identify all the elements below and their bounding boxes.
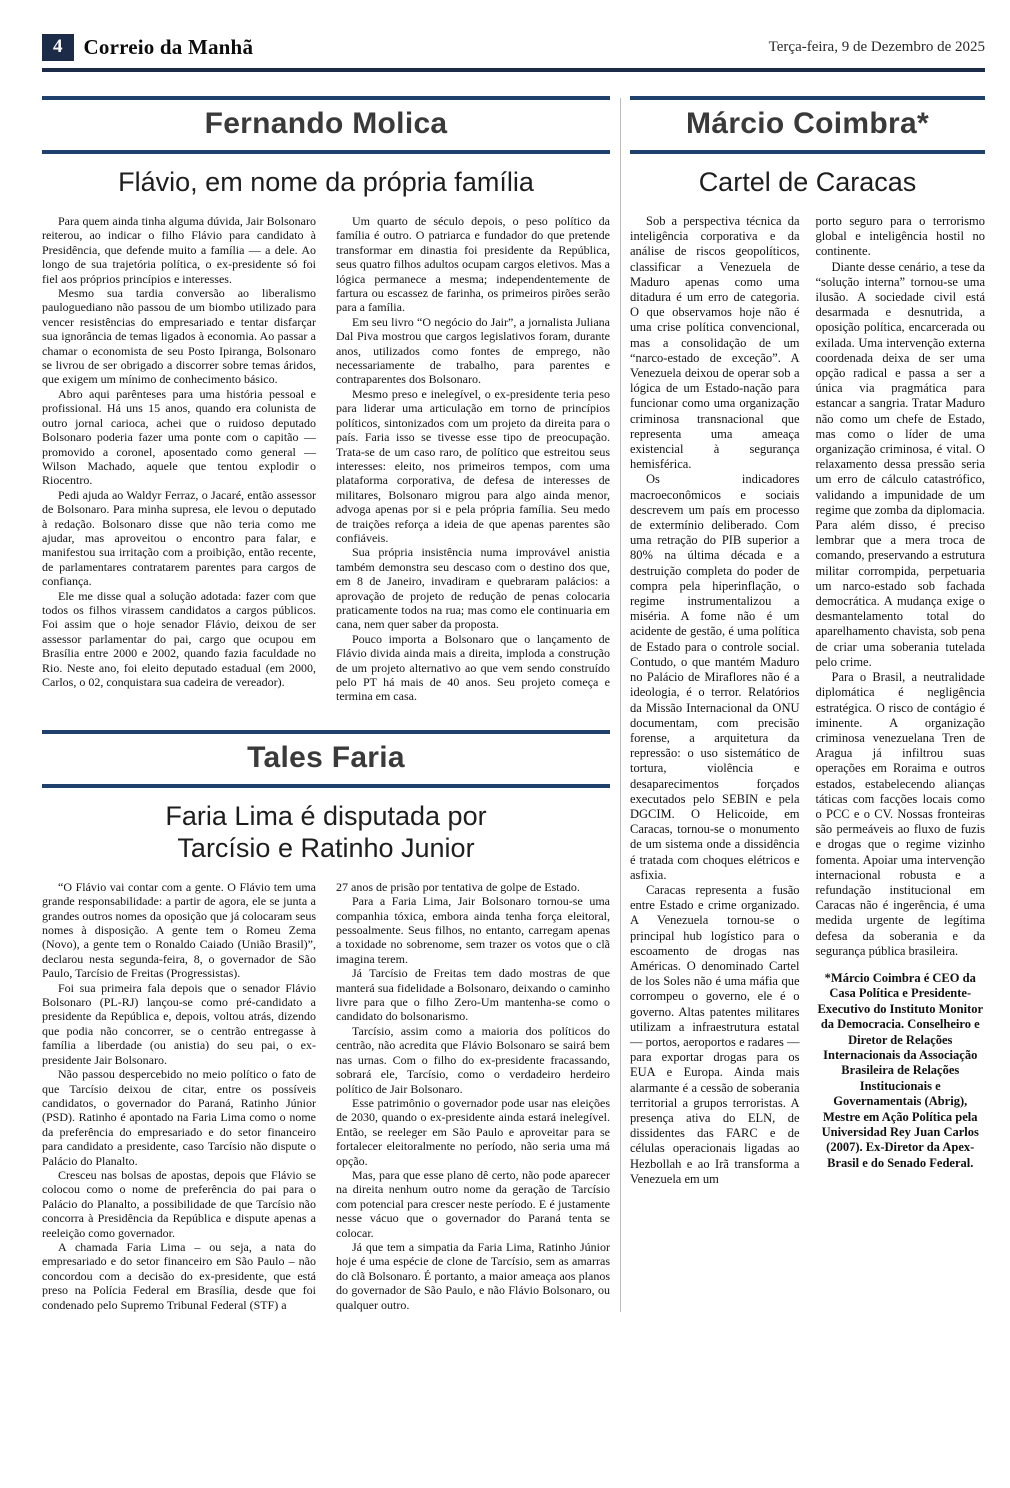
article-column-1: Para quem ainda tinha alguma dúvida, Jair Bolsonaro reiterou, ao indicar o filho Flávio para candidato à Presidência, que defende muito a família — a dele. Ao longo de sua trajetória política, o ex-presidente só foi fiel aos próprios princípios e interesses. Mesmo sua tardia conversão ao liberalismo pauloguediano não passou de um biombo utilizado para vencer resistências do empresariado e tentar disfarçar sua ignorância de temas ligados à economia. Ao passar a chamar o economista de seu Posto Ipiranga, Bolsonaro se livrou de ser obrigado a discorrer sobre temas áridos, que exigem um mínimo de conhecimento básico. Abro aqui parênteses para uma história pessoal e profissional. Há uns 15 anos, quando era colunista de outro jornal carioca, achei que o ruidoso deputado Bolsonaro poderia fazer uma ponte com o capitão — promovido a coronel, aposentado como general — Wilson Machado, aquele que tentou explodir o Riocentro. Pedi ajuda ao Waldyr Ferraz, o Jacaré, então assessor de Bolsonaro. Para minha supresa, ele levou o deputado à redação. Bolsonaro disse que não teria como me ajudar, mas aproveitou o encontro para falar, e manifestou sua irritação com a proibição, então recente, de parlamentares contratarem parentes para cargos de confiança. Ele me disse qual a solução adotada: fazer com que todos os filhos virassem candidatos a cargos públicos. Foi assim que o hoje senador Flávio, deixou de ser assessor parlamentar do pai, cargo que ocupou em Brasília entre 2000 e 2002, quando fazia faculdade no Rio. Neste ano, foi eleito deputado estadual (em 2000, Carlos, o 02, conquistara sua cadeira de vereador). bbox=[42, 214, 316, 689]
article-faria bbox=[42, 730, 610, 1312]
author-name-faria: Tales Faria bbox=[247, 740, 405, 774]
page-date: Terça-feira, 9 de Dezembro de 2025 bbox=[768, 39, 985, 55]
headline-molica: Flávio, em nome da própria família bbox=[118, 167, 534, 197]
article-coimbra bbox=[630, 96, 985, 1187]
masthead: Correio da Manhã bbox=[83, 35, 254, 59]
headline-coimbra: Cartel de Caracas bbox=[698, 167, 917, 197]
article-body bbox=[630, 214, 985, 1187]
section-divider bbox=[620, 98, 621, 1312]
article-body bbox=[42, 880, 610, 1312]
article-body bbox=[42, 214, 610, 704]
author-bio: *Márcio Coimbra é CEO da Casa Política e Presidente-Executivo do Instituto Monitor da Democracia. Conselheiro e Diretor de Relações Internacionais da Associação Brasileira de Relações Institucionais e Governamentais (Abrig), Mestre em Ação Política pela Universidad Rey Juan Carlos (2007). Ex-Diretor da Apex-Brasil e do Senado Federal. bbox=[817, 970, 984, 1170]
right-section bbox=[630, 96, 985, 1312]
page-header bbox=[42, 34, 985, 72]
article-column-2: Um quarto de século depois, o peso político da família é outro. O patriarca e fundador do que pretende transformar em dinastia foi presidente da República, seus quatro filhos adultos ocupam cargos eletivos. Mas a lógica permanece a mesma; independentemente de fartura ou escassez de farinha, os primeiros pirões serão para a família. Em seu livro “O negócio do Jair”, a jornalista Juliana Dal Piva mostrou que cargos legislativos foram, durante anos, utilizados como fontes de emprego, não necessariamente de trabalho, para parentes e contraparentes dos Bolsonaro. Mesmo preso e inelegível, o ex-presidente teria peso para liderar uma articulação em torno de princípios políticos, sintonizados com um projeto da direita para o país. Faria isso se tivesse esse tipo de preocupação. Trata-se de um caso raro, de político que estreitou seus interesses: eleito, nos primeiros tempos, com uma plataforma corporativa, de defesa de interesses de militares, Bolsonaro migrou para algo ainda menor, advoga apenas por si e pela própria família. Seu medo de traições reforça a ideia de que apenas parentes são confiáveis. Sua própria insistência numa improvável anistia também demonstra seu descaso com o destino dos que, em 8 de Janeiro, invadiram e quebraram palácios: a aprovação de projeto de redução de penas colocaria praticamente todos na rua; mas como ele continuaria em cana, nem quer saber da proposta. Pouco importa a Bolsonaro que o lançamento de Flávio divida ainda mais a direita, imploda a construção de um projeto alternativo ao que vem sendo construído pelo PT há mais de 40 anos. Seu projeto começa e termina em casa. bbox=[336, 214, 610, 704]
article-rule-mid bbox=[630, 150, 985, 154]
article-column-2: 27 anos de prisão por tentativa de golpe de Estado. Para a Faria Lima, Jair Bolsonaro tornou-se uma companhia tóxica, embora ainda tenha força eleitoral, pessoalmente. Seus filhos, no entanto, carregam apenas a toxidade no sobrenome, sem trazer os votos que o clã imagina terem. Já Tarcísio de Freitas tem dado mostras de que manterá sua fidelidade a Bolsonaro, deixando o caminho livre para que o filho Zero-Um mantenha-se como o candidato do bolsonarismo. Tarcísio, assim como a maioria dos políticos do centrão, não acredita que Flávio Bolsonaro se sairá bem nas urnas. Com o filho do ex-presidente fracassando, sobrará ele, Tarcísio, como o verdadeiro herdeiro político de Jair Bolsonaro. Esse patrimônio o governador pode usar nas eleições de 2030, quando o ex-presidente ainda estará inelegível. Então, se reeleger em São Paulo e aproveitar para se fortalecer eleitoralmente no período, não seria uma má opção. Mas, para que esse plano dê certo, não pode aparecer na direita nenhum outro nome da geração de Tarcísio com potencial para crescer neste período. E é justamente nesse vácuo que o governador do Paraná tenta se colocar. Já que tem a simpatia da Faria Lima, Ratinho Júnior hoje é uma espécie de clone de Tarcísio, sem as amarras do clã Bolsonaro. É portanto, a maior ameaça aos planos do governador de São Paulo, e não Flávio Bolsonaro, ou qualquer outro. bbox=[336, 879, 610, 1312]
page-number: 4 bbox=[42, 34, 74, 61]
page-content bbox=[42, 96, 985, 1312]
article-rule-mid bbox=[42, 784, 610, 788]
column-text: porto seguro para o terrorismo global e inteligência hostil no continente. Diante desse cenário, a tese da “solução interna” tornou-se uma ilusão. A sociedade civil está desarmada e desnutrida, a oposição política, encarcerada ou exilada. Uma intervenção externa coordenada deixa de ser uma opção radical e passa a ser a única via pragmática para estancar a sangria. Tratar Maduro não como um chefe de Estado, mas como o líder de uma organização criminosa, é vital. O relaxamento dessa pressão seria um erro de cálculo catastrófico, validando a impunidade de um regime que zomba da diplomacia. Para além disso, é preciso lembrar que a mera troca de comando, preservando a estrutura militar corrompida, perpetuaria um narco-estado sob fachada democrática. A mudança exige o desmantelamento total do aparelhamento chavista, sob pena de criar uma soberania tutelada pelo crime. Para o Brasil, a neutralidade diplomática é negligência estratégica. O risco de contágio é iminente. A organização criminosa venezuelana Tren de Aragua já infiltrou suas operações em Roraima e outros estados, estabelecendo alianças táticas com facções locais como o PCC e o CV. Nossas fronteiras são permeáveis ao fluxo de fuzis e drogas que o regime vizinho fomenta. Apoiar uma intervenção internacional robusta e a refundação institucional em Caracas não é ingerência, é uma medida urgente de legítima defesa da soberania e da segurança pública brasileira. bbox=[815, 214, 985, 958]
article-column-1: Sob a perspectiva técnica da inteligência corporativa e da análise de riscos geopolíticos, classificar a Venezuela de Maduro apenas como uma ditadura é um erro de categoria. O que observamos hoje não é uma crise política convencional, mas a consolidação de um “narco-estado de exceção”. A Venezuela deixou de operar sob a lógica de um Estado-nação para funcionar como uma organização criminosa transnacional que representa uma ameaça existencial à segurança hemisférica. Os indicadores macroeconômicos e sociais descrevem um país em processo de extermínio deliberado. Com uma retração do PIB superior a 80% na última década e a destruição completa do poder de compra pela hiperinflação, o regime instrumentalizou a miséria. A fome não é um acidente de gestão, é uma política de Estado para o controle social. Contudo, o que mantém Maduro no Palácio de Miraflores não é a ideologia, é o terror. Relatórios da Missão Internacional da ONU documentam, com precisão forense, a arquitetura da repressão: o uso sistemático de tortura, violência e desaparecimentos forçados executados pelo SEBIN e pela DGCIM. O Helicoide, em Caracas, tornou-se o monumento de um sistema onde a dissidência é tratada com choques elétricos e asfixia. Caracas representa a fusão entre Estado e crime organizado. A Venezuela tornou-se o principal hub logístico para o escoamento de drogas nas Américas. O denominado Cartel de los Soles não é uma máfia que corrompeu o governo, ele é o governo. Altas patentes militares utilizam a infraestrutura estatal — portos, aeroportos e radares — para exportar drogas para os EUA e Europa. Ainda mais alarmante é a cessão de soberania territorial a grupos terroristas. A presença ativa do ELN, de dissidentes das FARC e de células operacionais ligadas ao Hezbollah e ao Irã transforma a Venezuela em um bbox=[630, 214, 800, 1186]
article-column-2 bbox=[816, 214, 986, 1187]
author-name-molica: Fernando Molica bbox=[204, 107, 448, 140]
article-column-1: “O Flávio vai contar com a gente. O Flávio tem uma grande responsabilidade: a partir de agora, ele se junta a grandes outros nomes da oposição que já colocaram seus nomes à disposição. A gente tem o Romeu Zema (Novo), a gente tem o Ronaldo Caiado (União Brasil)”, declarou nesta segunda-feira, 8, o governador de São Paulo, Tarcísio de Freitas (Progressistas). Foi sua primeira fala depois que o senador Flávio Bolsonaro (PL-RJ) lançou-se como pré-candidato a presidente da República e, depois, voltou atrás, dizendo que podia não concorrer, se o centrão entregasse à família a liberdade (ou anistia) do seu pai, o ex-presidente Jair Bolsonaro. Não passou despercebido no meio político o fato de que Tarcísio deixou de citar, entre os possíveis candidatos, o governador do Paraná, Ratinho Júnior (PSD). Ratinho é apontado na Faria Lima como o nome da preferência do empresariado e do setor financeiro para candidato a presidente, caso Tarcísio não dispute o Palácio do Planalto. Cresceu nas bolsas de apostas, depois que Flávio se colocou como o nome de preferência do pai para o Palácio do Planalto, a possibilidade de que Tarcísio não concorra à Presidência da República e dispute apenas a reeleição como governador. A chamada Faria Lima – ou seja, a nata do empresariado e do setor financeiro em São Paulo – não concordou com a decisão do ex-presidente, que está preso na Polícia Federal em Brasília, desde que foi condenado pelo Supremo Tribunal Federal (STF) a bbox=[42, 879, 316, 1312]
left-section bbox=[42, 96, 610, 1312]
headline-faria: Faria Lima é disputada por Tarcísio e Ratinho Junior bbox=[165, 800, 487, 863]
article-molica bbox=[42, 96, 610, 704]
author-name-coimbra: Márcio Coimbra* bbox=[686, 107, 929, 140]
article-rule-mid bbox=[42, 150, 610, 154]
